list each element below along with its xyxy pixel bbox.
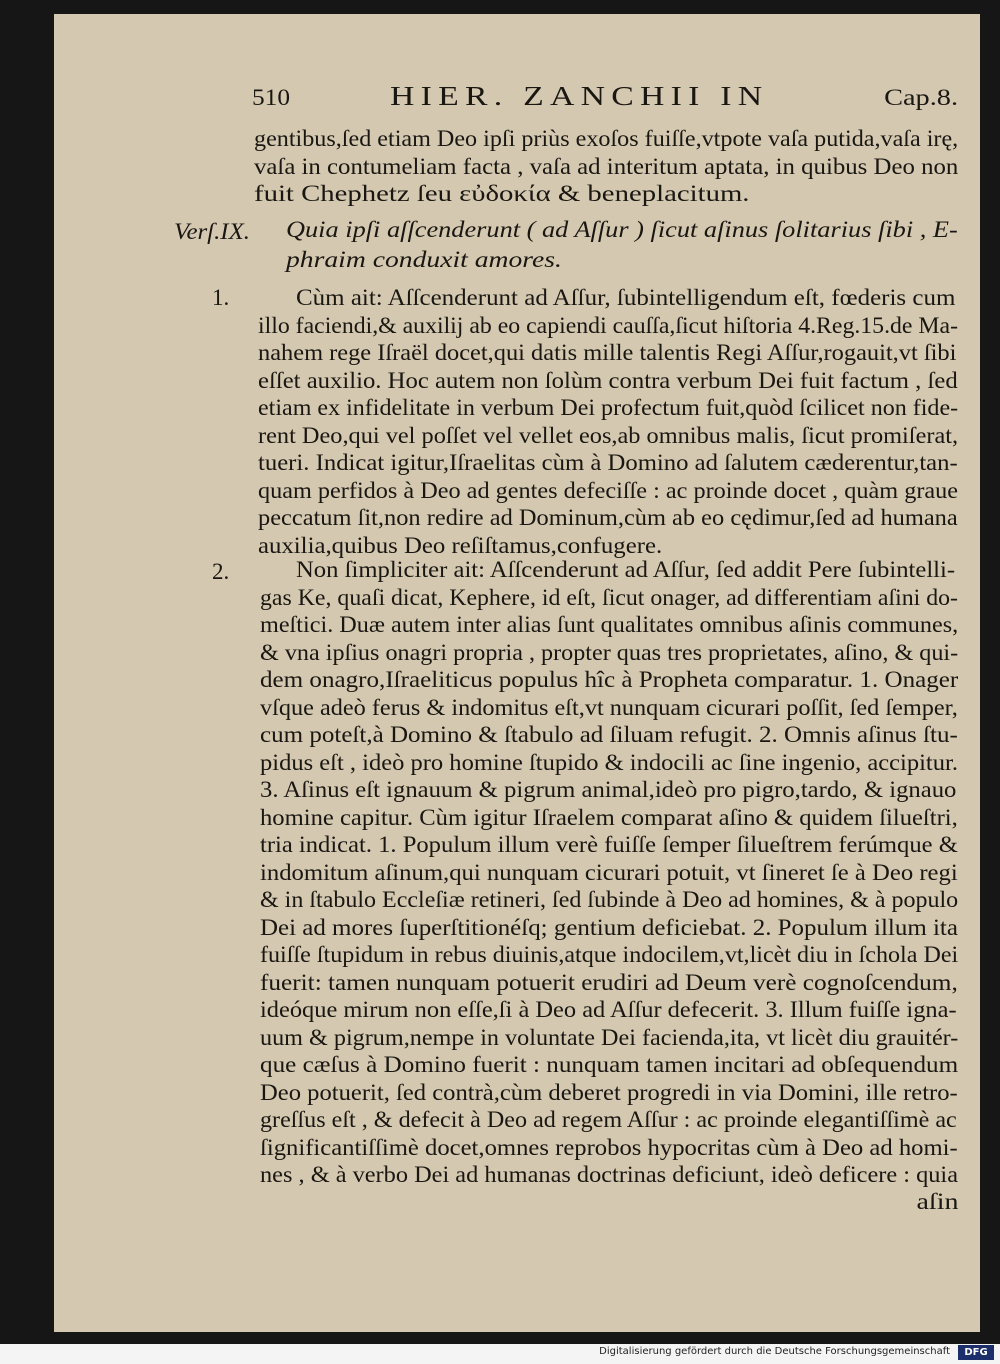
text-line: auxilia,quibus Deo reſiſtamus,confugere. xyxy=(258,532,663,558)
text-line: peccatum ſit,non redire ad Dominum,cùm ab eo cędimur,ſed ad humana xyxy=(258,505,958,530)
text-line: dem onagro,Iſraeliticus populus hîc à Propheta comparatur. 1. Onager xyxy=(260,667,959,692)
verse-label: Verſ.IX. xyxy=(174,219,251,244)
text-line: Cùm ait: Aſſcenderunt ad Aſſur, ſubintelligendum eſt, fœderis cum xyxy=(296,285,956,310)
digitization-credit: Digitalisierung gefördert durch die Deutsche Forschungsgemeinschaft xyxy=(599,1346,950,1357)
verse-line: Quia ipſi aſſcenderunt ( ad Aſſur ) ſicut aſinus ſolitarius ſibi , E- xyxy=(286,217,958,242)
text-line: & in ſtabulo Eccleſiæ retineri, ſed ſubinde à Deo ad homines, & à populo xyxy=(260,887,959,912)
text-line: nes , & à verbo Dei ad humanas doctrinas deficiunt, ideò deficere : quia xyxy=(260,1162,958,1187)
text-line: Dei ad mores ſuperſtitionéſq; gentium deficiebat. 2. Populum illum ita xyxy=(260,914,958,940)
text-line: indomitum aſinum,qui nunquam cicurari potuit, vt ſineret ſe à Deo regi xyxy=(260,859,958,885)
paragraph-number: 1. xyxy=(212,285,230,310)
text-line: que cæſus à Domino fuerit : nunquam tamen incitari ad obſequendum xyxy=(260,1052,959,1077)
text-line: gas Ke, quaſi dicat, Kephere, id eſt, ſicut onager, ad differentiam aſini do- xyxy=(260,584,958,610)
text-line: nahem rege Iſraël docet,qui datis mille talentis Regi Aſſur,rogauit,vt ſibi xyxy=(258,340,957,365)
text-line: & vna ipſius onagri propria , propter quas tres proprietates, aſino, & qui- xyxy=(260,639,959,665)
text-line: ſignificantiſſimè docet,omnes reprobos hypocritas cùm à Deo ad homi- xyxy=(260,1134,958,1160)
text-line: Deo potuerit, ſed contrà,cùm deberet progredi in via Domini, ille retro- xyxy=(260,1079,958,1105)
text-line: quam perfidos à Deo ad gentes defeciſſe : ac proinde docet , quàm graue xyxy=(258,477,959,503)
verse-line: phraim conduxit amores. xyxy=(286,247,562,272)
text-line: cum poteſt,à Domino & ſtabulo ad ſiluam refugit. 2. Omnis aſinus ſtu- xyxy=(260,722,958,747)
text-line: eſſet auxilio. Hoc autem non ſolùm contra verbum Dei fuit factum , ſed xyxy=(258,367,958,393)
text-line: etiam ex infidelitate in verbum Dei profectum fuit,quòd ſcilicet non fide- xyxy=(258,395,959,420)
text-line: illo faciendi,& auxilij ab eo capiendi cauſſa,ſicut hiſtoria 4.Reg.15.de Ma- xyxy=(258,312,959,338)
page-number: 510 xyxy=(252,85,290,110)
text-line: fuit Chephetz ſeu εὐδοκία & beneplacitum. xyxy=(254,181,750,206)
text-line: fuiſſe ſtupidum in rebus diuinis,atque indocilem,vt,licèt diu in ſchola Dei xyxy=(260,942,959,967)
text-line: vſque adeò ferus & indomitus eſt,vt nunquam cicurari poſſit, ſed ſemper, xyxy=(260,694,958,720)
text-line: gentibus,ſed etiam Deo ipſi priùs exoſos fuiſſe,vtpote vaſa putida,vaſa irę, xyxy=(254,126,959,151)
text-line: rent Deo,qui vel poſſet vel vellet eos,ab omnibus malis, ſicut promiſerat, xyxy=(258,422,959,448)
catchword: aſin xyxy=(915,1189,958,1214)
text-line: Non ſimpliciter ait: Aſſcenderunt ad Aſſur, ſed addit Pere ſubintelli- xyxy=(296,557,956,582)
text-line: fuerit: tamen nunquam potuerit erudiri ad Deum verè cognoſcendum, xyxy=(260,969,958,995)
chapter-label: Cap.8. xyxy=(884,85,958,110)
text-line: uum & pigrum,nempe in voluntate Dei facienda,ita, vt licèt diu grauitér- xyxy=(260,1024,959,1050)
text-line: greſſus eſt , & defecit à Deo ad regem Aſſur : ac proinde elegantiſſimè ac xyxy=(260,1107,957,1132)
text-line: meſtici. Duæ autem inter alias ſunt qualitates omnibus aſinis communes, xyxy=(260,612,959,637)
text-line: ideóque mirum non eſſe,ſi à Deo ad Aſſur defecerit. 3. Illum fuiſſe igna- xyxy=(260,997,957,1022)
text-line: tria indicat. 1. Populum illum verè fuiſſe ſemper ſilueſtrem ferúmque & xyxy=(260,832,958,857)
text-line: homine capitur. Cùm igitur Iſraelem comparat aſino & quidem ſilueſtri, xyxy=(260,804,958,830)
text-line: pidus eſt , ideò pro homine ſtupido & indocili ac ſine ingenio, accipitur. xyxy=(260,749,958,775)
text-line: tueri. Indicat igitur,Iſraelitas cùm à Domino ad ſalutem cæderentur,tan- xyxy=(258,450,958,475)
dfg-logo: DFG xyxy=(958,1345,994,1360)
text-line: 3. Aſinus eſt ignauum & pigrum animal,ideò pro pigro,tardo, & ignauo xyxy=(260,777,957,802)
paragraph-number: 2. xyxy=(212,559,230,584)
text-line: vaſa in contumeliam facta , vaſa ad interitum aptata, in quibus Deo non xyxy=(254,153,959,179)
running-title: HIER. ZANCHII IN xyxy=(390,81,769,111)
